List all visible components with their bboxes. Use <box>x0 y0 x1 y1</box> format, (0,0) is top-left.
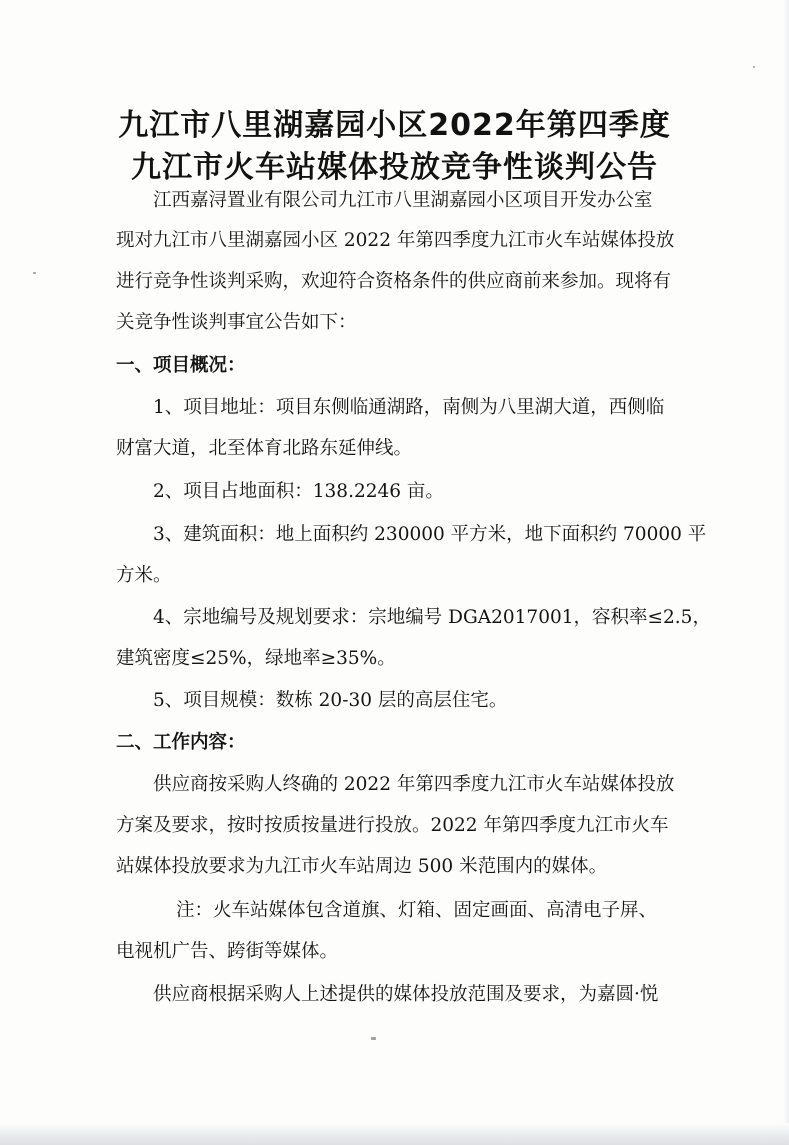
scan-edge-shadow <box>783 0 789 1145</box>
section-1-item-1-line-1: 1、项目地址：项目东侧临通湖路，南侧为八里湖大道，西侧临 <box>153 397 665 418</box>
section-1-item-5: 5、项目规模：数栋 20-30 层的高层住宅。 <box>153 690 508 711</box>
section-1-item-2: 2、项目占地面积：138.2246 亩。 <box>153 481 444 502</box>
section-1-item-3-line-2: 方米。 <box>116 565 172 586</box>
intro-line-4: 关竞争性谈判事宜公告如下： <box>116 312 357 333</box>
scan-speck <box>33 272 36 274</box>
section-2-heading: 二、工作内容： <box>116 732 246 753</box>
scan-bottom-shadow <box>0 1123 789 1145</box>
section-2-para-1-line-2: 方案及要求，按时按质按量进行投放。2022 年第四季度九江市火车 <box>116 815 669 836</box>
section-1-heading: 一、项目概况： <box>116 355 246 376</box>
section-2-note-line-2: 电视机广告、跨街等媒体。 <box>116 941 339 962</box>
section-2-para-1-line-3: 站媒体投放要求为九江市火车站周边 500 米范围内的媒体。 <box>116 856 608 877</box>
section-1-item-4-line-2: 建筑密度≤25%，绿地率≥35%。 <box>116 648 396 669</box>
intro-line-2: 现对九江市八里湖嘉园小区 2022 年第四季度九江市火车站媒体投放 <box>116 230 675 251</box>
intro-line-3: 进行竞争性谈判采购，欢迎符合资格条件的供应商前来参加。现将有 <box>116 271 672 292</box>
scan-speck <box>371 1037 376 1040</box>
section-1-item-3-line-1: 3、建筑面积：地上面积约 230000 平方米，地下面积约 70000 平 <box>153 524 707 545</box>
scan-speck <box>753 66 755 68</box>
section-2-note-line-1: 注：火车站媒体包含道旗、灯箱、固定画面、高清电子屏、 <box>176 900 658 921</box>
section-2-para-2-line-1: 供应商根据采购人上述提供的媒体投放范围及要求，为嘉圆·悦 <box>153 984 659 1005</box>
intro-line-1: 江西嘉浔置业有限公司九江市八里湖嘉园小区项目开发办公室 <box>153 190 653 211</box>
document-title-line-1: 九江市八里湖嘉园小区2022年第四季度 <box>118 108 671 143</box>
document-title-line-2: 九江市火车站媒体投放竞争性谈判公告 <box>131 150 658 185</box>
section-1-item-4-line-1: 4、宗地编号及规划要求：宗地编号 DGA2017001，容积率≤2.5， <box>153 607 711 628</box>
section-1-item-1-line-2: 财富大道，北至体育北路东延伸线。 <box>116 438 413 459</box>
section-2-para-1-line-1: 供应商按采购人终确的 2022 年第四季度九江市火车站媒体投放 <box>153 774 675 795</box>
